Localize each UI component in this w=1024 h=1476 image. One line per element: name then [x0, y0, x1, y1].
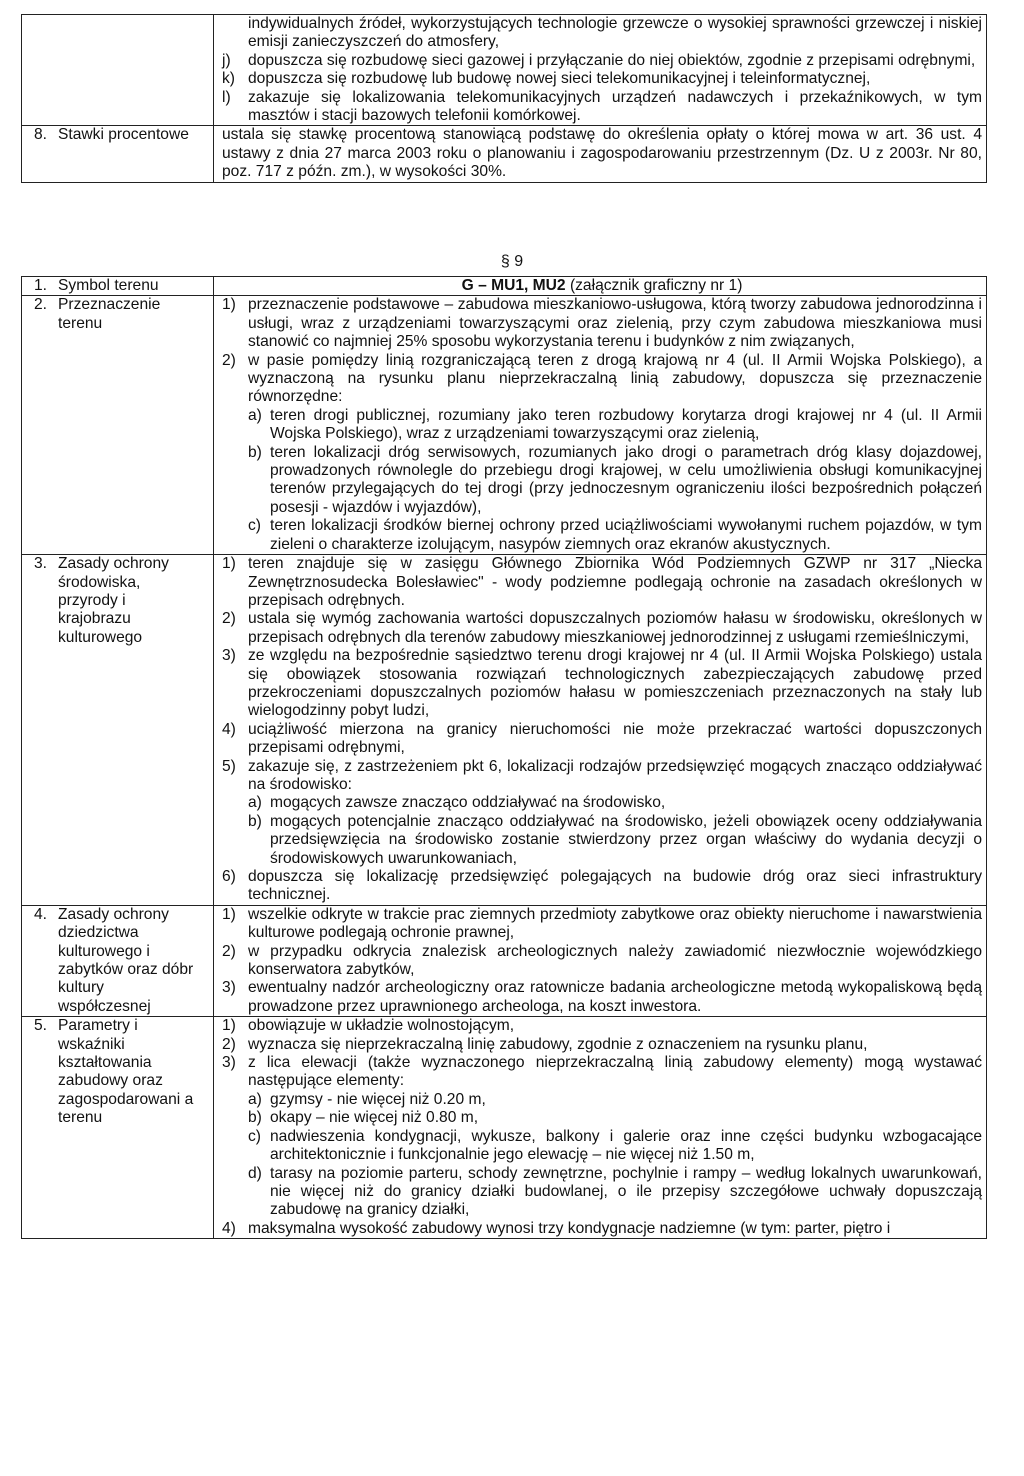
rate-text: ustala się stawkę procentową stanowiącą podstawę do określenia opłaty o której mowa w art. 36 ust. 4 ustawy z dnia 27 marca 2003 roku o planowaniu i zagospodarowaniu przestrzennym (Dz. U z 2003r. Nr 80, poz. 717 z późn. zm.), w wysokości 30%. [222, 126, 982, 181]
list-item: 1) obowiązuje w układzie wolnostojącym, [222, 1017, 515, 1035]
list-item: 3) ewentualny nadzór archeologiczny oraz ratownicze badania archeologiczne metodą wykopaliskową będą prowadzone przez uprawnionego archeologa, na koszt inwestora. [222, 979, 982, 1015]
list-item: 4) uciążliwość mierzona na granicy nieruchomości nie może przekraczać wartości dopuszczonych przepisami odrębnymi, [222, 720, 982, 757]
sub-item: a) gzymsy - nie więcej niż 0.20 m, [248, 1090, 486, 1108]
list-item: 4) maksymalna wysokość zabudowy wynosi trzy kondygnacje nadziemne (w tym: parter, piętro i [222, 1219, 891, 1237]
table-row [22, 126, 987, 182]
table-row [22, 296, 987, 555]
table-row [22, 555, 987, 906]
list-item: 2) wyznacza się nieprzekraczalną linię zabudowy, zgodnie z oznaczeniem na rysunku planu, [222, 1035, 868, 1053]
list-item: 1) teren znajduje się w zasięgu Głównego Zbiornika Wód Podziemnych GZWP nr 317 „Niecka Zewnętrznosudecka Bolesławiec" - wody podziemne podlegają ochronie na zasadach określonych w przepisach odrębnych. [222, 555, 982, 609]
list-item: 2) w pasie pomiędzy linią rozgraniczającą teren z drogą krajową nr 4 (ul. II Armii Wojska Polskiego), a wyznaczoną na rysunku planu nieprzekraczalną linią zabudowy, dopuszcza się przeznaczenie równorzędne: [222, 351, 982, 406]
list-item: 6) dopuszcza się lokalizację przedsięwzięć polegających na budowie dróg oraz sieci infrastruktury technicznej. [222, 868, 982, 904]
sub-item: a) teren drogi publicznej, rozumiany jako teren rozbudowy korytarza drogi krajowej nr 4 (ul. II Armii Wojska Polskiego), wraz z urządzeniami towarzyszącymi oraz zielenią, [248, 406, 982, 443]
paragraph-mark: § 9 [500, 253, 524, 270]
list-item: 1) wszelkie odkryte w trakcie prac ziemnych przedmioty zabytkowe oraz obiekty nieruchome i nawarstwienia kulturowe podlegają ochronie prawnej, [222, 905, 982, 942]
list-item: 2) ustala się wymóg zachowania wartości dopuszczalnych poziomów hałasu w środowisku, określonych w przepisach odrębnych dla terenów zabudowy mieszkaniowej jednorodzinnej z usługami rzemieślniczymi, [222, 610, 982, 646]
sub-item: b) mogących potencjalnie znacząco oddziaływać na środowisko, jeżeli obowiązek oceny oddziaływania przedsięwzięcia na środowisko zostanie stwierdzony przez organ właściwy do wydania decyzji o środowiskowych uwarunkowaniach, [248, 812, 982, 867]
table-row [22, 15, 987, 126]
list-item: l) zakazuje się lokalizowania telekomunikacyjnych urządzeń nadawczych i przekaźnikowych, w tym masztów i stacji bazowych telefonii komórkowej. [222, 88, 982, 125]
list-item: 3) z lica elewacji (także wyznaczonego nieprzekraczalną linią zabudowy elementy) mogą wystawać następujące elementy: [222, 1054, 982, 1090]
main-table [21, 276, 987, 1239]
list-item: 3) ze względu na bezpośrednie sąsiedztwo terenu drogi krajowej nr 4 (ul. II Armii Wojska Polskiego) ustala się obowiązek stosowania rozwiązań technologicznych zabezpieczających zabudowę przed przekroczeniami dopuszczalnych poziomów hałasu w pomieszczeniach przeznaczonych na stały lub wielogodzinny pobyt ludzi, [222, 647, 982, 720]
label-cell: 1. Symbol terenu [22, 277, 214, 296]
table-row [22, 1017, 987, 1239]
list-item: j) dopuszcza się rozbudowę sieci gazowej i przyłączanie do niej obiektów, zgodnie z przepisami odrębnymi, [222, 51, 976, 69]
table-row [22, 905, 987, 1016]
label-cell: 4. Zasady ochrony dziedzictwa kulturowego i zabytków oraz dóbr kultury współczesnej [22, 905, 214, 1016]
label-cell-empty [22, 15, 214, 126]
list-item: 5) zakazuje się, z zastrzeżeniem pkt 6, lokalizacji rodzajów przedsięwzięć mogących znacząco oddziaływać na środowisko: [222, 757, 982, 793]
label-cell: 5. Parametry i wskaźniki kształtowania zabudowy oraz zagospodarowani a terenu [22, 1017, 214, 1239]
sub-item: a) mogących zawsze znacząco oddziaływać na środowisko, [248, 794, 666, 812]
label-cell: 2. Przeznaczenie terenu [22, 296, 214, 555]
sub-item: c) nadwieszenia kondygnacji, wykusze, balkony i galerie oraz inne części budynku wzbogacające architektonicznie i funkcjonalnie jego elewację – nie więcej niż 1.50 m, [248, 1127, 982, 1164]
content-cell [214, 15, 987, 126]
table-row [22, 277, 987, 296]
label-cell: 3. Zasady ochrony środowiska, przyrody i krajobrazu kulturowego [22, 555, 214, 906]
content-cell [214, 1017, 987, 1239]
list-item: k) dopuszcza się rozbudowę lub budowę nowej sieci telekomunikacyjnej i teleinformatycznej, [222, 70, 871, 88]
symbol-cell [214, 277, 987, 296]
content-cell [214, 296, 987, 555]
sub-item: d) tarasy na poziomie parteru, schody zewnętrzne, pochylnie i rampy – według lokalnych uwarunkowań, nie więcej niż do granicy działki budowlanej, o ile przepisy szczegółowe uchwały dopuszczają zabudowę na granicy działki, [248, 1164, 982, 1219]
content-cell [214, 555, 987, 906]
sub-item: c) teren lokalizacji środków biernej ochrony przed uciążliwościami wywołanymi ruchem pojazdów, w tym zieleni o charakterze izolującym, nasypów ziemnych oraz ekranów akustycznych. [248, 517, 982, 553]
content-cell [214, 905, 987, 1016]
list-item: 1) przeznaczenie podstawowe – zabudowa mieszkaniowo-usługowa, którą tworzy zabudowa jednorodzinna i usługi, wraz z urządzeniami towarzyszącymi oraz zielenią, przy czym zabudowa mieszkaniowa musi stanowić co najmniej 25% sposobu wykorzystania terenu i budynków z nim związanych, [222, 296, 982, 351]
area-symbol: G – MU1, MU2 [461, 277, 566, 294]
top-table [21, 14, 987, 183]
sub-item: b) teren lokalizacji dróg serwisowych, rozumianych jako drogi o parametrach dróg klasy dojazdowej, prowadzonych równolegle do przebiegu drogi krajowej, w celu umożliwienia obsługi komunikacyjnej terenów przylegających do tej drogi (przy jednoczesnym ograniczeniu ilości bezpośrednich połączeń posesji - wjazdów i wyjazdów), [248, 443, 982, 516]
label-cell: 8. Stawki procentowe [22, 126, 214, 182]
content-cell [214, 126, 987, 182]
list-item: indywidualnych źródeł, wykorzystujących technologie grzewcze o wysokiej sprawności grzewczej i niskiej emisji zanieczyszczeń do atmosfery, [248, 15, 982, 51]
list-item: 2) w przypadku odkrycia znalezisk archeologicznych należy zawiadomić niezwłocznie wojewódzkiego konserwatora zabytków, [222, 942, 982, 979]
sub-item: b) okapy – nie więcej niż 0.80 m, [248, 1109, 479, 1127]
annex-note: (załącznik graficzny nr 1) [569, 277, 743, 294]
